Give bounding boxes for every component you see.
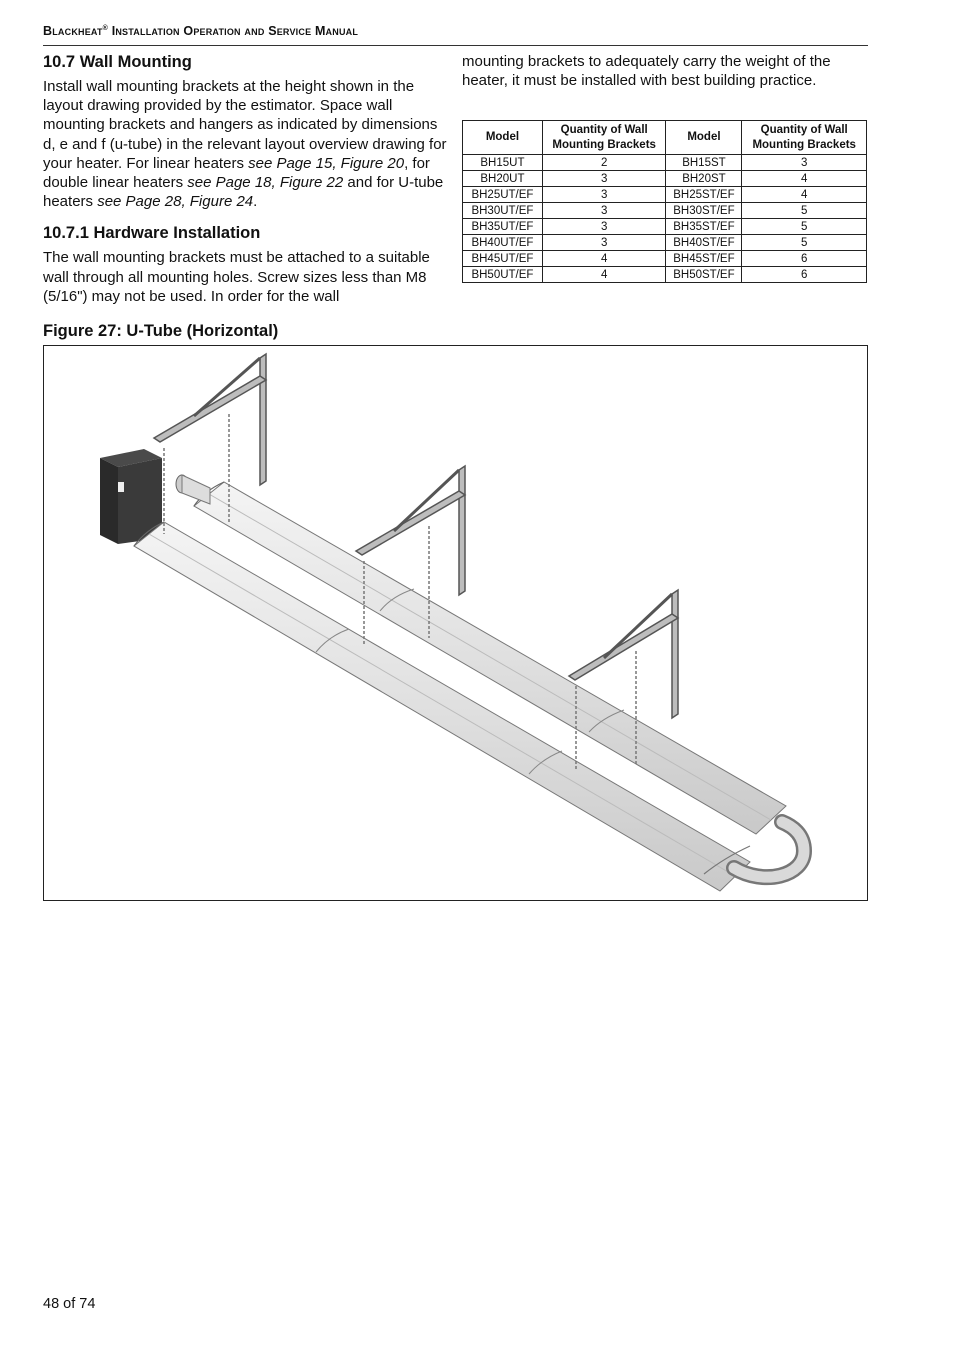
table-cell: 4 bbox=[542, 251, 666, 267]
page-header bbox=[43, 22, 868, 46]
hardware-paragraph-left: The wall mounting brackets must be attached to a suitable wall through all mounting holes. Screw sizes less than M8 (5/16") may not be used. In order for the wall bbox=[43, 249, 430, 305]
table-cell: BH40UT/EF bbox=[463, 235, 543, 251]
col-header-quantity: Quantity of Wall Mounting Brackets bbox=[542, 121, 666, 155]
u-bend-tube bbox=[734, 822, 804, 877]
link-page-18: see Page 18, Figure 22 bbox=[187, 174, 344, 192]
table-cell: 3 bbox=[542, 203, 666, 219]
wall-mounting-paragraph: Install wall mounting brackets at the height shown in the layout drawing provided by the estimator. Space wall mounting brackets and hangers as indicated by dimensions d, e and f (u-tube) in the relevant layout overview drawing for your heater. For linear heaters see Page 15, Figure 20, for double linear heaters see Page 18, Figure 22 and for U-tube heaters see Page 28, Figure 24. bbox=[43, 78, 447, 211]
link-page-15: see Page 15, Figure 20 bbox=[248, 154, 405, 172]
table-cell: BH40ST/EF bbox=[666, 235, 742, 251]
col-header-model: Model bbox=[463, 121, 543, 155]
figure-u-tube-horizontal bbox=[43, 345, 868, 901]
table-cell: 3 bbox=[542, 187, 666, 203]
table-cell: 4 bbox=[742, 187, 867, 203]
table-cell: 6 bbox=[742, 251, 867, 267]
lower-reflector bbox=[134, 522, 750, 891]
table-row bbox=[463, 203, 867, 219]
table-row bbox=[463, 235, 867, 251]
right-column bbox=[462, 52, 867, 90]
table-row bbox=[463, 219, 867, 235]
left-column bbox=[43, 52, 448, 306]
section-title: 10.7 Wall Mounting bbox=[43, 53, 192, 71]
table-cell: 3 bbox=[742, 155, 867, 171]
table-cell: BH20ST bbox=[666, 171, 742, 187]
table-cell: 3 bbox=[542, 171, 666, 187]
burner-label bbox=[118, 482, 124, 492]
table-cell: 5 bbox=[742, 235, 867, 251]
table-cell: 5 bbox=[742, 203, 867, 219]
table-cell: BH45UT/EF bbox=[463, 251, 543, 267]
table-cell: BH30UT/EF bbox=[463, 203, 543, 219]
table-cell: BH15ST bbox=[666, 155, 742, 171]
table-cell: BH45ST/EF bbox=[666, 251, 742, 267]
link-page-28: see Page 28, Figure 24 bbox=[97, 193, 254, 211]
table-row bbox=[463, 251, 867, 267]
table-cell: BH35UT/EF bbox=[463, 219, 543, 235]
table-cell: 3 bbox=[542, 219, 666, 235]
table-cell: BH20UT bbox=[463, 171, 543, 187]
table-header-row bbox=[463, 121, 867, 155]
table-cell: BH25UT/EF bbox=[463, 187, 543, 203]
table-cell: 3 bbox=[542, 235, 666, 251]
table-cell: 5 bbox=[742, 219, 867, 235]
table-cell: BH35ST/EF bbox=[666, 219, 742, 235]
table-row bbox=[463, 267, 867, 283]
table-cell: 2 bbox=[542, 155, 666, 171]
hardware-paragraph-right: mounting brackets to adequately carry the weight of the heater, it must be installed with best building practice. bbox=[462, 53, 831, 90]
header-title: Blackheat® Installation Operation and Service Manual bbox=[43, 24, 359, 38]
upper-reflector bbox=[194, 482, 786, 834]
table-cell: BH25ST/EF bbox=[666, 187, 742, 203]
subsection-title: 10.7.1 Hardware Installation bbox=[43, 224, 261, 243]
table-cell: BH50UT/EF bbox=[463, 267, 543, 283]
brackets-table bbox=[462, 120, 867, 283]
heater-illustration bbox=[44, 346, 867, 900]
col-header-model: Model bbox=[666, 121, 742, 155]
col-header-quantity: Quantity of Wall Mounting Brackets bbox=[742, 121, 867, 155]
table-cell: 6 bbox=[742, 267, 867, 283]
burner-box bbox=[100, 449, 162, 544]
table-row bbox=[463, 187, 867, 203]
figure-title: Figure 27: U-Tube (Horizontal) bbox=[43, 322, 279, 340]
table-cell: BH50ST/EF bbox=[666, 267, 742, 283]
table-cell: BH15UT bbox=[463, 155, 543, 171]
table-cell: BH30ST/EF bbox=[666, 203, 742, 219]
table-row bbox=[463, 171, 867, 187]
table-cell: 4 bbox=[542, 267, 666, 283]
page-number: 48 of 74 bbox=[43, 1296, 96, 1312]
exhaust-stub bbox=[176, 475, 210, 504]
table-cell: 4 bbox=[742, 171, 867, 187]
table-row bbox=[463, 155, 867, 171]
